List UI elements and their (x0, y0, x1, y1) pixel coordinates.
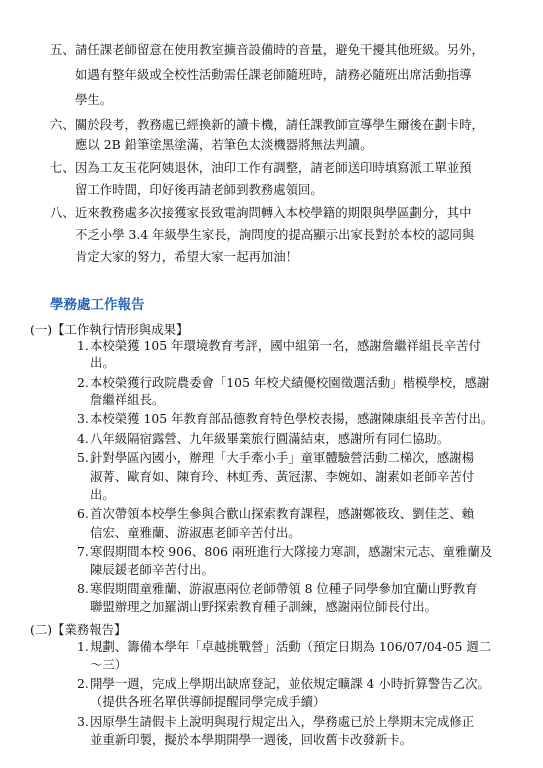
item-number: 1. (77, 639, 89, 654)
item-line: 信宏、童雅蘭、游淑惠老師辛苦付出。 (90, 525, 301, 540)
section-heading: 學務處工作報告 (50, 297, 145, 313)
item-number: 4. (77, 431, 89, 446)
subsection-label: (二)【業務報告】 (30, 622, 127, 637)
item-line: 聯盟辦理之加羅湖山野探索教育種子訓練，感謝兩位師長付出。 (90, 599, 437, 614)
item-number: 2. (77, 676, 89, 691)
item-line: 淑菁、歐育如、陳育玲、林虹秀、黃冠潔、李婉如、謝素如老師辛苦付 (90, 469, 475, 484)
item-line: 陳辰鍰老師辛苦付出。 (90, 562, 214, 577)
notice-number: 八、 (50, 205, 75, 220)
notice-line: 學生。 (75, 92, 113, 107)
item-line: 並重新印製，擬於本學期開學一週後，回收舊卡改發新卡。 (90, 732, 413, 747)
item-line: 首次帶領本校學生參與合歡山探索教育課程，感謝鄭筱玫、劉佳芝、賴 (90, 506, 475, 521)
item-line: 因原學生請假卡上說明與現行規定出入，學務處已於上學期末完成修正 (90, 714, 475, 729)
item-line: 八年級隔宿露營、九年級畢業旅行圓滿結束，感謝所有同仁協助。 (90, 431, 450, 446)
notice-line: 應以 2B 鉛筆塗黑塗滿，若筆色太淡機器將無法判讀。 (75, 137, 373, 152)
item-number: 6. (77, 506, 89, 521)
notice-line: 近來教務處多次接獲家長致電詢問轉入本校學籍的期限與學區劃分，其中 (75, 205, 472, 220)
item-line: 本校榮獲行政院農委會「105 年校犬績優校園徵選活動」楷模學校，感謝 (90, 375, 490, 390)
item-number: 8. (77, 581, 89, 596)
item-number: 1. (77, 338, 89, 353)
item-number: 3. (77, 714, 89, 729)
item-line: 規劃、籌備本學年「卓越挑戰營」活動（預定日期為 106/07/04-05 週二 (90, 639, 492, 654)
item-line: ～三） (90, 657, 128, 672)
subsection-label: (一)【工作執行情形與成果】 (30, 322, 189, 337)
item-number: 3. (77, 411, 89, 426)
item-line: 寒假期間童雅蘭、游淑惠兩位老師帶領 8 位種子同學參加宜蘭山野教育 (90, 581, 478, 596)
item-line: 針對學區內國小，辦理「大手牽小手」童軍體驗營活動二梯次，感謝楊 (90, 450, 475, 465)
item-line: 出。 (90, 355, 115, 370)
item-line: 詹繼祥組長。 (90, 392, 165, 407)
item-number: 2. (77, 375, 89, 390)
item-line: 開學一週，完成上學期出缺席登記，並依規定曠課 4 小時折算警告乙次。 (90, 676, 490, 691)
notice-line: 留工作時間，印好後再請老師到教務處領回。 (75, 182, 323, 197)
notice-number: 六、 (50, 117, 75, 132)
notice-line: 因為工友玉花阿姨退休，油印工作有調整，請老師送印時填寫派工單並預 (75, 160, 472, 175)
notice-line: 請任課老師留意在使用教室擴音設備時的音量，避免干擾其他班級。另外， (75, 42, 484, 57)
item-number: 5. (77, 450, 89, 465)
notice-line: 不乏小學 3.4 年級學生家長，詢問度的提高顯示出家長對於本校的認同與 (75, 227, 475, 242)
notice-line: 關於段考，教務處已經換新的讀卡機，請任課教師宣導學生爾後在劃卡時， (75, 117, 484, 132)
item-line: 出。 (90, 487, 115, 502)
notice-line: 肯定大家的努力，希望大家一起再加油！ (75, 249, 299, 264)
notice-number: 七、 (50, 160, 75, 175)
notice-number: 五、 (50, 42, 75, 57)
item-line: （提供各班名單供導師提醒同學完成手續） (90, 694, 326, 709)
notice-line: 如遇有整年級或全校性活動需任課老師隨班時，請務必隨班出席活動指導 (75, 67, 472, 82)
item-line: 本校榮獲 105 年環境教育考評，國中組第一名，感謝詹繼祥組長辛苦付 (90, 338, 481, 353)
item-line: 本校榮獲 105 年教育部品德教育特色學校表揚，感謝陳康組長辛苦付出。 (90, 411, 494, 426)
item-number: 7. (77, 544, 89, 559)
item-line: 寒假期間本校 906、806 兩班進行大隊接力寒訓，感謝宋元志、童雅蘭及 (90, 544, 493, 559)
